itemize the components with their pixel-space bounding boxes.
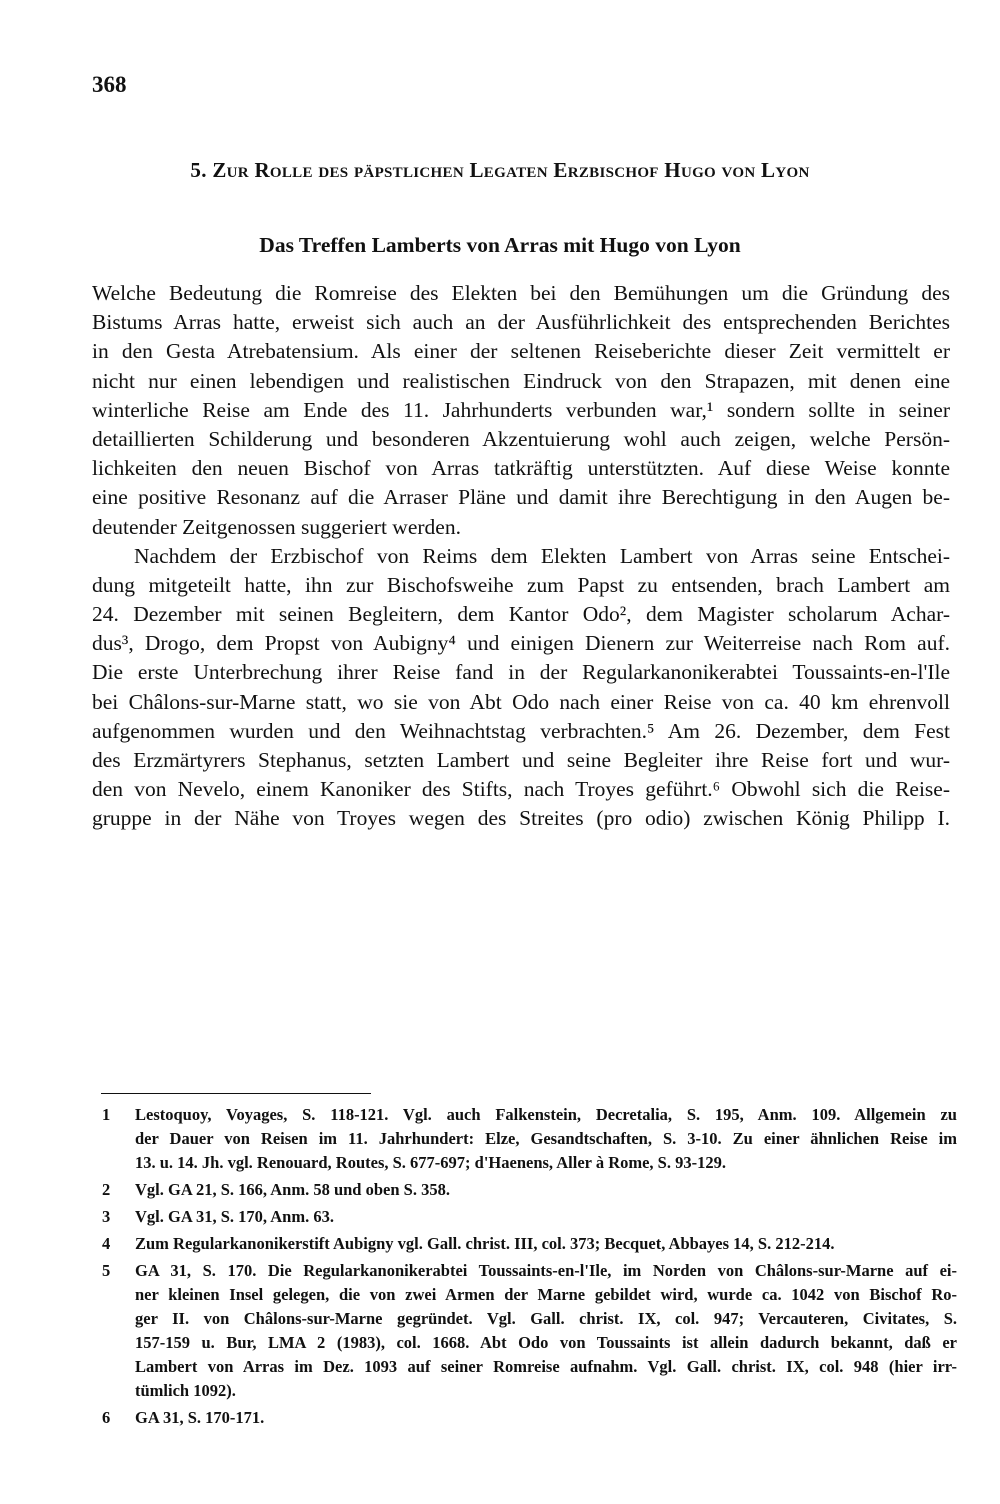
footnote-line: 157-159 u. Bur, LMA 2 (1983), col. 1668. Abt Odo von Toussaints ist allein dadurch bekannt, daß er (135, 1333, 957, 1352)
footnote (102, 1259, 957, 1403)
footnote-line: Lambert von Arras im Dez. 1093 auf seiner Romreise aufnahm. Vgl. Gall. christ. IX, col. 948 (hier irr- (135, 1357, 957, 1376)
footnote (102, 1232, 957, 1256)
footnote-number: 3 (102, 1207, 111, 1226)
body-line: aufgenommen wurden und den Weihnachtstag verbrachten.⁵ Am 26. Dezember, dem Fest (92, 718, 950, 743)
body-line: gruppe in der Nähe von Troyes wegen des Streites (pro odio) zwischen König Philipp I. (92, 806, 950, 831)
body-line: nicht nur einen lebendigen und realistischen Eindruck von den Strapazen, mit denen eine (92, 368, 950, 393)
footnote-number: 1 (102, 1105, 111, 1124)
body-line: Welche Bedeutung die Romreise des Elekten bei den Bemühungen um die Gründung des (92, 281, 950, 305)
page-number: 368 (92, 72, 127, 97)
body-line: dus³, Drogo, dem Propst von Aubigny⁴ und einigen Dienern zur Weiterreise nach Rom auf. (92, 631, 950, 656)
footnote-line: ner kleinen Insel gelegen, die von zwei Armen der Marne gebildet wird, wurde ca. 1042 von Bischof Ro- (135, 1285, 957, 1304)
body-line: 24. Dezember mit seinen Begleitern, dem Kantor Odo², dem Magister scholarum Achar- (92, 602, 950, 627)
footnote-line: GA 31, S. 170. Die Regularkanonikerabtei Toussaints-en-l'Ile, im Norden von Châlons-sur-Marne auf ei- (135, 1261, 957, 1280)
body-line: den von Nevelo, einem Kanoniker des Stifts, nach Troyes geführt.⁶ Obwohl sich die Reise- (92, 777, 950, 802)
footnote-line: Lestoquoy, Voyages, S. 118-121. Vgl. auch Falkenstein, Decretalia, S. 195, Anm. 109. Allgemein zu (135, 1105, 957, 1124)
footnote-line: GA 31, S. 170-171. (135, 1408, 265, 1427)
footnote-number: 6 (102, 1408, 111, 1427)
body-line: detaillierten Schilderung und besonderen Akzentuierung wohl auch zeigen, welche Persön- (92, 426, 950, 451)
body-line: des Erzmärtyrers Stephanus, setzten Lambert und seine Begleiter ihre Reise fort und wur- (92, 748, 950, 772)
footnote-line: ger II. von Châlons-sur-Marne gegründet. Vgl. Gall. christ. IX, col. 947; Vercauteren, Civitates, S. (135, 1309, 957, 1328)
body-line: lichkeiten den neuen Bischof von Arras tatkräftig unterstützten. Auf diese Weise konnte (92, 456, 950, 481)
body-line: dung mitgeteilt hatte, ihn zur Bischofsweihe zum Papst zu entsenden, brach Lambert am (92, 572, 950, 597)
footnote (102, 1178, 957, 1202)
footnote-line: Vgl. GA 21, S. 166, Anm. 58 und oben S. 358. (135, 1180, 450, 1199)
body-text (92, 279, 950, 834)
footnote-line: Vgl. GA 31, S. 170, Anm. 63. (135, 1207, 334, 1226)
body-line: deutender Zeitgenossen suggeriert werden. (92, 514, 461, 539)
body-line: Nachdem der Erzbischof von Reims dem Elekten Lambert von Arras seine Entschei- (134, 543, 950, 568)
footnote-line: der Dauer von Reisen im 11. Jahrhundert: Elze, Gesandtschaften, S. 3-10. Zu einer ähnlichen Reise im (135, 1129, 957, 1148)
body-line: bei Châlons-sur-Marne statt, wo sie von Abt Odo nach einer Reise von ca. 40 km ehrenvoll (92, 689, 950, 714)
body-line: winterliche Reise am Ende des 11. Jahrhunderts verbunden war,¹ sondern sollte in seiner (92, 397, 950, 422)
footnote (102, 1406, 957, 1430)
body-line: eine positive Resonanz auf die Arraser Pläne und damit ihre Berechtigung in den Augen be- (92, 485, 950, 510)
body-line: Bistums Arras hatte, erweist sich auch an der Ausführlichkeit des entsprechenden Berichtes (92, 310, 950, 335)
footnote (102, 1103, 957, 1175)
footnote-number: 5 (102, 1261, 111, 1280)
footnote-divider (101, 1093, 371, 1094)
body-line: Die erste Unterbrechung ihrer Reise fand in der Regularkanonikerabtei Toussaints-en-l'Ile (92, 660, 950, 685)
footnotes (102, 1103, 957, 1433)
chapter-heading: 5. Zur Rolle des päpstlichen Legaten Erzbischof Hugo von Lyon (190, 158, 810, 182)
footnote (102, 1205, 957, 1229)
section-heading: Das Treffen Lamberts von Arras mit Hugo von Lyon (259, 233, 741, 257)
footnote-number: 4 (102, 1234, 111, 1253)
footnote-number: 2 (102, 1180, 111, 1199)
footnote-line: Zum Regularkanonikerstift Aubigny vgl. Gall. christ. III, col. 373; Becquet, Abbayes 14, S. 212-214. (135, 1234, 835, 1253)
footnote-line: 13. u. 14. Jh. vgl. Renouard, Routes, S. 677-697; d'Haenens, Aller à Rome, S. 93-129. (135, 1153, 726, 1172)
footnote-line: tümlich 1092). (135, 1381, 236, 1400)
body-line: in den Gesta Atrebatensium. Als einer der seltenen Reiseberichte dieser Zeit vermittelt er (92, 339, 950, 364)
